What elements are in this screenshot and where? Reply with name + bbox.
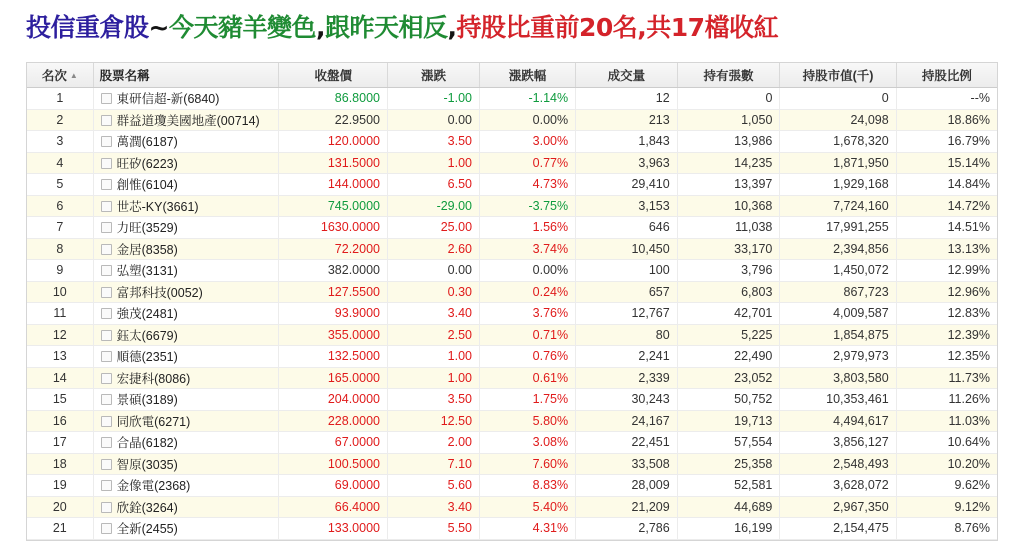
cell-stock-name[interactable] [93, 238, 279, 260]
cell-rank: 18 [27, 453, 93, 475]
cell-volume: 33,508 [576, 453, 678, 475]
cell-change-pct: 0.71% [480, 324, 576, 346]
cell-close-price: 133.0000 [279, 518, 388, 540]
stock-name-label: 同欣電(6271) [116, 414, 191, 429]
cell-volume: 80 [576, 324, 678, 346]
cell-stock-name[interactable] [93, 174, 279, 196]
cell-held-value: 2,394,856 [780, 238, 896, 260]
cell-stock-name[interactable] [93, 195, 279, 217]
title-segment-1: ~ [148, 13, 169, 42]
cell-held-ratio: 11.03% [896, 410, 997, 432]
checkbox-icon[interactable] [101, 136, 112, 147]
cell-stock-name[interactable] [93, 367, 279, 389]
checkbox-icon[interactable] [101, 287, 112, 298]
checkbox-icon[interactable] [101, 179, 112, 190]
cell-change-pct: 0.00% [480, 260, 576, 282]
cell-volume: 646 [576, 217, 678, 239]
sort-ascending-icon[interactable]: ▲ [69, 71, 78, 80]
cell-rank: 6 [27, 195, 93, 217]
cell-held-value: 7,724,160 [780, 195, 896, 217]
checkbox-icon[interactable] [101, 502, 112, 513]
cell-change-pct: 3.76% [480, 303, 576, 325]
cell-held-ratio: 12.35% [896, 346, 997, 368]
cell-change-pct: 5.80% [480, 410, 576, 432]
cell-held-lots: 50,752 [677, 389, 780, 411]
cell-stock-name[interactable] [93, 496, 279, 518]
cell-rank: 7 [27, 217, 93, 239]
cell-held-value: 1,929,168 [780, 174, 896, 196]
cell-rank: 5 [27, 174, 93, 196]
cell-change: 3.40 [387, 303, 479, 325]
cell-held-ratio: 12.99% [896, 260, 997, 282]
cell-held-value: 10,353,461 [780, 389, 896, 411]
title-segment-4: 跟昨天相反 [324, 13, 448, 42]
stock-name-label: 欣銓(3264) [116, 500, 178, 515]
cell-change: 0.00 [387, 260, 479, 282]
cell-rank: 11 [27, 303, 93, 325]
cell-change: 1.00 [387, 152, 479, 174]
stock-name-label: 鈺太(6679) [116, 328, 178, 343]
table-row[interactable] [27, 260, 997, 282]
cell-held-lots: 44,689 [677, 496, 780, 518]
stock-name-label: 全新(2455) [116, 522, 178, 537]
cell-change-pct: 4.31% [480, 518, 576, 540]
table-row[interactable] [27, 410, 997, 432]
cell-held-value: 17,991,255 [780, 217, 896, 239]
cell-stock-name[interactable] [93, 88, 279, 110]
checkbox-icon[interactable] [101, 394, 112, 405]
cell-held-ratio: 10.20% [896, 453, 997, 475]
cell-volume: 21,209 [576, 496, 678, 518]
cell-change-pct: 0.00% [480, 109, 576, 131]
table-row[interactable] [27, 475, 997, 497]
checkbox-icon[interactable] [101, 115, 112, 126]
cell-close-price: 69.0000 [279, 475, 388, 497]
cell-volume: 10,450 [576, 238, 678, 260]
cell-change: 1.00 [387, 346, 479, 368]
cell-held-ratio: 14.72% [896, 195, 997, 217]
table-row[interactable] [27, 238, 997, 260]
cell-held-value: 3,856,127 [780, 432, 896, 454]
stock-name-label: 金居(8358) [116, 242, 178, 257]
table-row[interactable] [27, 152, 997, 174]
cell-stock-name[interactable] [93, 324, 279, 346]
cell-stock-name[interactable] [93, 131, 279, 153]
cell-rank: 1 [27, 88, 93, 110]
checkbox-icon[interactable] [101, 308, 112, 319]
cell-volume: 28,009 [576, 475, 678, 497]
cell-volume: 2,339 [576, 367, 678, 389]
cell-volume: 3,153 [576, 195, 678, 217]
table-row[interactable] [27, 389, 997, 411]
cell-close-price: 120.0000 [279, 131, 388, 153]
checkbox-icon[interactable] [101, 459, 112, 470]
checkbox-icon[interactable] [101, 222, 112, 233]
cell-held-ratio: 16.79% [896, 131, 997, 153]
title-segment-3: , [315, 13, 325, 42]
cell-rank: 9 [27, 260, 93, 282]
cell-close-price: 93.9000 [279, 303, 388, 325]
stock-name-label: 順德(2351) [116, 350, 178, 365]
cell-rank: 15 [27, 389, 93, 411]
column-header-1[interactable] [93, 63, 279, 88]
cell-stock-name[interactable] [93, 281, 279, 303]
cell-held-ratio: 9.12% [896, 496, 997, 518]
cell-rank: 16 [27, 410, 93, 432]
cell-held-ratio: --% [896, 88, 997, 110]
cell-volume: 12,767 [576, 303, 678, 325]
cell-rank: 8 [27, 238, 93, 260]
cell-held-lots: 13,397 [677, 174, 780, 196]
cell-held-lots: 19,713 [677, 410, 780, 432]
cell-volume: 1,843 [576, 131, 678, 153]
cell-rank: 21 [27, 518, 93, 540]
cell-change-pct: 3.74% [480, 238, 576, 260]
cell-stock-name[interactable] [93, 303, 279, 325]
stock-name-label: 東研信超-新(6840) [116, 92, 220, 107]
cell-stock-name[interactable] [93, 217, 279, 239]
cell-stock-name[interactable] [93, 152, 279, 174]
title-segment-0: 投信重倉股 [26, 13, 149, 42]
cell-held-ratio: 14.51% [896, 217, 997, 239]
table-row[interactable] [27, 195, 997, 217]
cell-stock-name[interactable] [93, 432, 279, 454]
cell-rank: 3 [27, 131, 93, 153]
cell-held-ratio: 12.96% [896, 281, 997, 303]
table-row[interactable] [27, 496, 997, 518]
cell-rank: 2 [27, 109, 93, 131]
cell-held-value: 3,628,072 [780, 475, 896, 497]
cell-close-price: 67.0000 [279, 432, 388, 454]
cell-held-value: 2,979,973 [780, 346, 896, 368]
cell-held-value: 1,871,950 [780, 152, 896, 174]
checkbox-icon[interactable] [101, 201, 112, 212]
column-header-0[interactable] [27, 63, 93, 88]
checkbox-icon[interactable] [101, 158, 112, 169]
cell-volume: 3,963 [576, 152, 678, 174]
column-header-4[interactable] [480, 63, 576, 88]
table-row[interactable] [27, 131, 997, 153]
cell-volume: 2,786 [576, 518, 678, 540]
cell-held-value: 24,098 [780, 109, 896, 131]
checkbox-icon[interactable] [101, 265, 112, 276]
cell-change-pct: 1.56% [480, 217, 576, 239]
cell-held-value: 2,154,475 [780, 518, 896, 540]
column-header-label: 持有張數 [703, 69, 754, 83]
column-header-label: 成交量 [607, 69, 646, 83]
cell-volume: 30,243 [576, 389, 678, 411]
cell-stock-name[interactable] [93, 346, 279, 368]
cell-change: 2.50 [387, 324, 479, 346]
cell-close-price: 745.0000 [279, 195, 388, 217]
table-row[interactable] [27, 453, 997, 475]
cell-held-lots: 0 [677, 88, 780, 110]
cell-change-pct: 0.76% [480, 346, 576, 368]
cell-rank: 20 [27, 496, 93, 518]
table-row[interactable] [27, 432, 997, 454]
cell-close-price: 100.5000 [279, 453, 388, 475]
cell-change-pct: 0.61% [480, 367, 576, 389]
cell-held-lots: 3,796 [677, 260, 780, 282]
checkbox-icon[interactable] [101, 480, 112, 491]
cell-volume: 24,167 [576, 410, 678, 432]
cell-rank: 10 [27, 281, 93, 303]
stock-name-label: 旺矽(6223) [116, 156, 178, 171]
cell-rank: 17 [27, 432, 93, 454]
title-segment-6: 持股比重前20名,共17檔收紅 [456, 13, 779, 42]
cell-held-lots: 5,225 [677, 324, 780, 346]
column-header-7[interactable] [780, 63, 896, 88]
cell-close-price: 228.0000 [279, 410, 388, 432]
cell-stock-name[interactable] [93, 260, 279, 282]
table-row[interactable] [27, 367, 997, 389]
cell-change: -29.00 [387, 195, 479, 217]
cell-volume: 2,241 [576, 346, 678, 368]
checkbox-icon[interactable] [101, 93, 112, 104]
cell-change: 6.50 [387, 174, 479, 196]
stock-name-label: 弘塑(3131) [116, 264, 178, 279]
cell-volume: 22,451 [576, 432, 678, 454]
checkbox-icon[interactable] [101, 373, 112, 384]
cell-change-pct: 8.83% [480, 475, 576, 497]
cell-held-lots: 13,986 [677, 131, 780, 153]
cell-close-price: 86.8000 [279, 88, 388, 110]
table-header [27, 63, 997, 88]
cell-change: 0.00 [387, 109, 479, 131]
column-header-8[interactable] [896, 63, 997, 88]
cell-change: 0.30 [387, 281, 479, 303]
cell-change: 2.00 [387, 432, 479, 454]
column-header-label: 持股市值(千) [802, 69, 874, 83]
cell-held-value: 3,803,580 [780, 367, 896, 389]
cell-change-pct: 3.00% [480, 131, 576, 153]
cell-change: 3.50 [387, 389, 479, 411]
cell-held-value: 1,450,072 [780, 260, 896, 282]
stock-name-label: 萬潤(6187) [116, 135, 178, 150]
cell-held-lots: 1,050 [677, 109, 780, 131]
cell-close-price: 22.9500 [279, 109, 388, 131]
cell-close-price: 66.4000 [279, 496, 388, 518]
cell-held-ratio: 12.83% [896, 303, 997, 325]
cell-close-price: 132.5000 [279, 346, 388, 368]
cell-change-pct: 5.40% [480, 496, 576, 518]
cell-volume: 213 [576, 109, 678, 131]
cell-held-value: 4,494,617 [780, 410, 896, 432]
table-row[interactable] [27, 518, 997, 540]
cell-change: 1.00 [387, 367, 479, 389]
cell-close-price: 165.0000 [279, 367, 388, 389]
cell-change: 3.40 [387, 496, 479, 518]
cell-held-value: 4,009,587 [780, 303, 896, 325]
page-title [0, 0, 1023, 50]
cell-volume: 100 [576, 260, 678, 282]
cell-change: 5.60 [387, 475, 479, 497]
checkbox-icon[interactable] [101, 244, 112, 255]
holdings-table-container [26, 62, 998, 541]
stock-name-label: 力旺(3529) [116, 221, 178, 236]
stock-name-label: 群益道瓊美國地產(00714) [116, 113, 260, 128]
stock-name-label: 創惟(6104) [116, 178, 178, 193]
table-row[interactable] [27, 217, 997, 239]
table-row[interactable] [27, 324, 997, 346]
cell-volume: 12 [576, 88, 678, 110]
cell-held-ratio: 11.73% [896, 367, 997, 389]
cell-volume: 657 [576, 281, 678, 303]
stock-name-label: 智原(3035) [116, 457, 178, 472]
checkbox-icon[interactable] [101, 416, 112, 427]
title-segment-5: , [447, 13, 457, 42]
cell-change: 7.10 [387, 453, 479, 475]
cell-rank: 4 [27, 152, 93, 174]
cell-rank: 13 [27, 346, 93, 368]
cell-held-lots: 57,554 [677, 432, 780, 454]
cell-close-price: 131.5000 [279, 152, 388, 174]
table-body [27, 88, 997, 540]
stock-name-label: 強茂(2481) [116, 307, 178, 322]
cell-held-lots: 16,199 [677, 518, 780, 540]
cell-change-pct: 7.60% [480, 453, 576, 475]
cell-held-lots: 6,803 [677, 281, 780, 303]
cell-stock-name[interactable] [93, 453, 279, 475]
cell-change: 3.50 [387, 131, 479, 153]
cell-close-price: 1630.0000 [279, 217, 388, 239]
cell-change: 2.60 [387, 238, 479, 260]
stock-name-label: 合晶(6182) [116, 436, 178, 451]
cell-stock-name[interactable] [93, 410, 279, 432]
cell-stock-name[interactable] [93, 518, 279, 540]
table-row[interactable] [27, 281, 997, 303]
column-header-2[interactable] [279, 63, 388, 88]
cell-close-price: 355.0000 [279, 324, 388, 346]
column-header-5[interactable] [576, 63, 678, 88]
stock-name-label: 宏捷科(8086) [116, 371, 191, 386]
column-header-label: 漲跌 [420, 69, 446, 83]
stock-name-label: 金像電(2368) [116, 479, 191, 494]
cell-held-ratio: 11.26% [896, 389, 997, 411]
cell-held-ratio: 14.84% [896, 174, 997, 196]
cell-close-price: 382.0000 [279, 260, 388, 282]
table-row[interactable] [27, 346, 997, 368]
cell-rank: 14 [27, 367, 93, 389]
cell-close-price: 127.5500 [279, 281, 388, 303]
cell-held-value: 1,678,320 [780, 131, 896, 153]
column-header-label: 漲跌幅 [508, 69, 547, 83]
cell-stock-name[interactable] [93, 475, 279, 497]
cell-close-price: 144.0000 [279, 174, 388, 196]
cell-held-ratio: 8.76% [896, 518, 997, 540]
cell-held-ratio: 12.39% [896, 324, 997, 346]
cell-held-value: 0 [780, 88, 896, 110]
cell-change: -1.00 [387, 88, 479, 110]
cell-change-pct: 4.73% [480, 174, 576, 196]
cell-held-lots: 52,581 [677, 475, 780, 497]
table-header-row [27, 63, 997, 88]
column-header-label: 收盤價 [314, 69, 352, 83]
holdings-table [27, 63, 997, 540]
cell-rank: 12 [27, 324, 93, 346]
cell-volume: 29,410 [576, 174, 678, 196]
cell-held-lots: 42,701 [677, 303, 780, 325]
column-header-3[interactable] [387, 63, 479, 88]
column-header-6[interactable] [677, 63, 780, 88]
column-header-label: 股票名稱 [99, 69, 150, 83]
checkbox-icon[interactable] [101, 523, 112, 534]
cell-stock-name[interactable] [93, 389, 279, 411]
cell-held-lots: 25,358 [677, 453, 780, 475]
cell-held-ratio: 10.64% [896, 432, 997, 454]
cell-change: 12.50 [387, 410, 479, 432]
stock-name-label: 世芯-KY(3661) [116, 199, 199, 214]
cell-change: 25.00 [387, 217, 479, 239]
cell-change-pct: -3.75% [480, 195, 576, 217]
table-row[interactable] [27, 109, 997, 131]
stock-name-label: 富邦科技(0052) [116, 285, 203, 300]
table-row[interactable] [27, 303, 997, 325]
cell-held-lots: 14,235 [677, 152, 780, 174]
checkbox-icon[interactable] [101, 437, 112, 448]
column-header-label: 名次 [41, 69, 67, 83]
cell-change-pct: 0.77% [480, 152, 576, 174]
cell-close-price: 72.2000 [279, 238, 388, 260]
cell-held-value: 2,548,493 [780, 453, 896, 475]
cell-held-value: 2,967,350 [780, 496, 896, 518]
cell-change-pct: 3.08% [480, 432, 576, 454]
cell-held-ratio: 18.86% [896, 109, 997, 131]
cell-stock-name[interactable] [93, 109, 279, 131]
cell-held-lots: 22,490 [677, 346, 780, 368]
cell-held-ratio: 15.14% [896, 152, 997, 174]
table-row[interactable] [27, 174, 997, 196]
checkbox-icon[interactable] [101, 330, 112, 341]
cell-held-lots: 33,170 [677, 238, 780, 260]
cell-change-pct: 0.24% [480, 281, 576, 303]
column-header-label: 持股比例 [921, 69, 972, 83]
cell-close-price: 204.0000 [279, 389, 388, 411]
cell-held-value: 1,854,875 [780, 324, 896, 346]
cell-change-pct: -1.14% [480, 88, 576, 110]
cell-held-lots: 11,038 [677, 217, 780, 239]
cell-held-ratio: 9.62% [896, 475, 997, 497]
stock-name-label: 景碩(3189) [116, 393, 178, 408]
cell-change: 5.50 [387, 518, 479, 540]
cell-held-value: 867,723 [780, 281, 896, 303]
table-row[interactable] [27, 88, 997, 110]
cell-held-lots: 23,052 [677, 367, 780, 389]
cell-held-lots: 10,368 [677, 195, 780, 217]
cell-change-pct: 1.75% [480, 389, 576, 411]
cell-held-ratio: 13.13% [896, 238, 997, 260]
cell-rank: 19 [27, 475, 93, 497]
title-segment-2: 今天豬羊變色 [168, 13, 316, 42]
checkbox-icon[interactable] [101, 351, 112, 362]
